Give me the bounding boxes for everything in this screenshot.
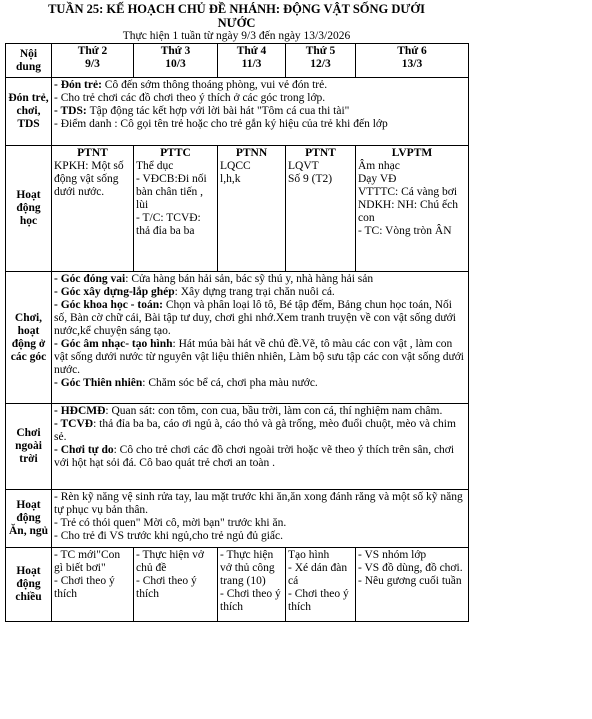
lesson-cell	[134, 146, 218, 272]
line-text: : Cửa hàng bán hải sản, bác sỹ thú y, nhà hàng hải sản	[125, 273, 374, 285]
row-choi-goc	[6, 272, 469, 404]
cell-line: - Thực hiện vở thủ công trang (10)	[220, 549, 275, 587]
row-hoat-dong-chieu	[6, 548, 469, 622]
lesson-body	[136, 160, 215, 238]
line-text: - Trẻ có thói quen" Mời cô, mời bạn" trước khi ăn.	[54, 517, 287, 529]
line-text: - Điểm danh : Cô gọi tên trẻ hoặc cho trẻ gắn ký hiệu của trẻ khi đến lớp	[54, 118, 388, 130]
title-line-2: NƯỚC	[217, 16, 256, 30]
cell-line: Thể dục	[136, 160, 174, 172]
cell-line: - TC: Vòng tròn ÂN	[358, 225, 452, 237]
line-lead: - HĐCMĐ	[54, 405, 106, 417]
row-don-tre	[6, 78, 469, 146]
lesson-cell	[52, 146, 134, 272]
line-text: - Rèn kỹ năng vệ sinh rửa tay, lau mặt trước khi ăn,ăn xong đánh răng và một số kỹ năng tự phục vụ bản thân.	[54, 491, 463, 516]
content-line	[54, 405, 466, 418]
page-title	[5, 0, 468, 30]
cell-line: - Nêu gương cuối tuần	[358, 575, 462, 587]
lesson-body	[220, 160, 283, 186]
col-header-day: Thứ 6 13/3	[356, 44, 469, 78]
content-line	[54, 530, 466, 543]
cell-line: - Chơi theo ý thích	[54, 575, 115, 600]
content-line	[54, 418, 466, 444]
cell-line: - Chơi theo ý thích	[220, 588, 281, 613]
row-an-ngu	[6, 490, 469, 548]
row-label: Hoạt động Ăn, ngủ	[6, 490, 52, 548]
line-text: Chọn và phân loại lô tô, Bé tập đếm, Bảng chun học toán, Nối số, Bàn cờ chữ cái, Bài tập tư duy, chơi ghi nhớ.Xem tranh truyện về con vật sống dưới nước,kể chuyện sáng tạo.	[54, 299, 456, 337]
row-content	[52, 404, 469, 490]
cell-line: Tạo hình	[288, 549, 330, 561]
content-line	[54, 105, 466, 118]
row-content	[52, 490, 469, 548]
content-line	[54, 517, 466, 530]
col-header-day: Thứ 5 12/3	[286, 44, 356, 78]
lesson-cell	[286, 146, 356, 272]
cell-line: - VS đồ dùng, đồ chơi.	[358, 562, 463, 574]
line-text: : Xây dựng trang trại chăn nuôi cá.	[174, 286, 335, 298]
page-subtitle: Thực hiện 1 tuần từ ngày 9/3 đến ngày 13/3/2026	[122, 30, 351, 42]
line-lead: - Góc âm nhạc- tạo hình	[54, 338, 173, 350]
line-lead: - Góc xây dựng-lắp ghép	[54, 286, 175, 298]
content-line	[54, 299, 466, 338]
line-lead: - TCVĐ	[54, 418, 94, 430]
lesson-domain: PTNT	[77, 147, 108, 159]
lesson-cell	[218, 146, 286, 272]
cell-line: - Chơi theo ý thích	[288, 588, 349, 613]
content-line	[54, 491, 466, 517]
lesson-cell	[356, 146, 469, 272]
afternoon-cell	[356, 548, 469, 622]
col-header-noi-dung: Nội dung	[6, 44, 52, 78]
row-label: Đón trẻ, chơi, TDS	[6, 78, 52, 146]
cell-line: Âm nhạc	[358, 160, 400, 172]
weekly-plan-table	[5, 43, 469, 622]
line-lead: - Chơi tự do	[54, 444, 114, 456]
line-text: : Hát múa bài hát về chủ đề.Vẽ, tô màu các con vật , làm con vật sống dưới nước từ nguyên vật liệu thiên nhiên, Làm bộ sưu tập các con vật sống dưới nước.	[54, 338, 464, 376]
cell-line: VTTTC: Cá vàng bơi	[358, 186, 458, 198]
content-line	[54, 92, 466, 105]
line-text: : thả đỉa ba ba, cáo ơi ngủ à, cáo thỏ và gà trống, mèo đuổi chuột, mèo và chim sẻ.	[54, 418, 456, 443]
afternoon-cell	[134, 548, 218, 622]
afternoon-cell	[286, 548, 356, 622]
cell-line: Số 9 (T2)	[288, 173, 333, 185]
row-content	[52, 272, 469, 404]
content-line	[54, 338, 466, 377]
lesson-domain: LVPTM	[391, 147, 433, 159]
lesson-body	[54, 160, 131, 199]
row-label: Hoạt động chiều	[6, 548, 52, 622]
line-text: - Cho trẻ đi VS trước khi ngủ,cho trẻ ngủ đủ giấc.	[54, 530, 283, 542]
cell-line: - Thực hiện vở chủ đề	[136, 549, 204, 574]
cell-line: - TC mới"Con gì biết bơi"	[54, 549, 121, 574]
line-lead: - Góc khoa học - toán:	[54, 299, 163, 311]
content-line	[54, 118, 466, 131]
cell-line: LQCC	[220, 160, 251, 172]
header-row	[6, 44, 469, 78]
cell-line: - VĐCB:Đi nối bàn chân tiến , lùi	[136, 173, 207, 211]
row-choi-ngoai-troi	[6, 404, 469, 490]
lesson-domain: PTNN	[235, 147, 268, 159]
row-content	[52, 78, 469, 146]
plan-page	[5, 0, 468, 622]
content-line	[54, 79, 466, 92]
lesson-domain: PTNT	[305, 147, 336, 159]
cell-line: Dạy VĐ	[358, 173, 397, 185]
line-text: : Chăm sóc bể cá, chơi pha màu nước.	[142, 377, 318, 389]
cell-line: - T/C: TCVĐ: thả đỉa ba ba	[136, 212, 201, 237]
col-header-day: Thứ 2 9/3	[52, 44, 134, 78]
content-line	[54, 377, 466, 390]
cell-line: NDKH: NH: Chú ếch con	[358, 199, 458, 224]
line-text: - Cho trẻ chơi các đồ chơi theo ý thích ở các góc trong lớp.	[54, 92, 326, 104]
line-text: : Cô cho trẻ chơi các đồ chơi ngoài trời hoặc vẽ theo ý thích trên sân, chơi với hột hạt sỏi đá. Cô bao quát trẻ chơi an toàn .	[54, 444, 455, 469]
cell-line: - Xé dán đàn cá	[288, 562, 348, 587]
lesson-body	[288, 160, 353, 186]
line-lead: - TDS:	[54, 105, 90, 117]
afternoon-cell	[52, 548, 134, 622]
lesson-body	[358, 160, 466, 238]
cell-line: - Chơi theo ý thích	[136, 575, 197, 600]
row-label: Chơi ngoài trời	[6, 404, 52, 490]
col-header-day: Thứ 3 10/3	[134, 44, 218, 78]
title-line-1: TUẦN 25: KẾ HOẠCH CHỦ ĐỀ NHÁNH: ĐỘNG VẬT SỐNG DƯỚI	[48, 2, 425, 16]
row-label: Hoạt động học	[6, 146, 52, 272]
line-text: Tập động tác kết hợp với lời bài hát "Tôm cá cua thi tài"	[89, 105, 350, 117]
cell-line: KPKH: Một số động vật sống dưới nước.	[54, 160, 124, 198]
content-line	[54, 444, 466, 470]
col-header-day: Thứ 4 11/3	[218, 44, 286, 78]
line-lead: - Góc Thiên nhiên	[54, 377, 143, 389]
content-line	[54, 286, 466, 299]
lesson-domain: PTTC	[160, 147, 191, 159]
row-hoat-dong-hoc	[6, 146, 469, 272]
line-lead: - Đón trẻ:	[54, 79, 105, 91]
cell-line: - VS nhóm lớp	[358, 549, 427, 561]
content-line	[54, 273, 466, 286]
line-text: Cô đến sớm thông thoáng phòng, vui vẻ đón trẻ.	[104, 79, 328, 91]
line-text: : Quan sát: con tôm, con cua, bầu trời, làm con cá, thí nghiệm nam châm.	[105, 405, 443, 417]
cell-line: LQVT	[288, 160, 319, 172]
afternoon-cell	[218, 548, 286, 622]
cell-line: l,h,k	[220, 173, 241, 185]
row-label: Chơi, hoạt động ở các góc	[6, 272, 52, 404]
line-lead: - Góc đóng vai	[54, 273, 126, 285]
